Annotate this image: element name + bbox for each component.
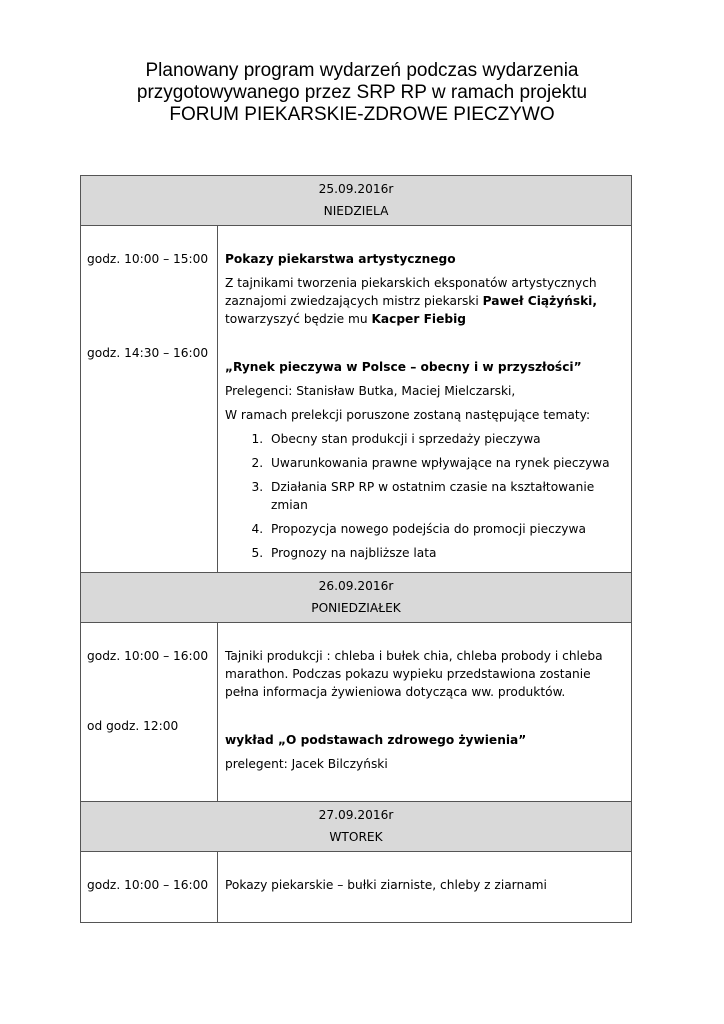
day-header-1	[81, 176, 632, 226]
day-header-3	[81, 802, 632, 852]
list-item: 1. Obecny stan produkcji i sprzedaży pieczywa	[267, 430, 627, 448]
event-time: od godz. 12:00	[87, 719, 179, 733]
day-date: 27.09.2016r	[318, 808, 394, 822]
event-column	[218, 852, 632, 923]
list-item: 4. Propozycja nowego podejścia do promocji pieczywa	[267, 520, 627, 538]
event-description: Tajniki produkcji : chleba i bułek chia, chleba probody i chleba marathon. Podczas pokazu wypieku przedstawiona zostanie pełna informacja żywieniowa dotycząca ww. produktów.	[225, 649, 603, 699]
event-speakers: prelegent: Jacek Bilczyński	[225, 757, 388, 771]
time-column	[81, 623, 218, 802]
event-heading: Pokazy piekarstwa artystycznego	[225, 252, 456, 266]
event-heading: „Rynek pieczywa w Polsce – obecny i w przyszłości”	[225, 360, 582, 374]
list-item: 2. Uwarunkowania prawne wpływające na rynek pieczywa	[267, 454, 627, 472]
event-time: godz. 14:30 – 16:00	[87, 346, 209, 360]
day-header-2	[81, 573, 632, 623]
schedule-table	[80, 175, 632, 923]
event-time: godz. 10:00 – 15:00	[87, 252, 209, 266]
event-column	[218, 623, 632, 802]
event-time: godz. 10:00 – 16:00	[87, 649, 209, 663]
day-body-3	[81, 852, 632, 923]
description-text: towarzyszyć będzie mu	[225, 312, 372, 326]
event-column	[218, 226, 632, 573]
day-date: 25.09.2016r	[318, 182, 394, 196]
day-weekday: NIEDZIELA	[323, 204, 389, 218]
person-name: Paweł Ciążyński,	[482, 294, 597, 308]
day-body-2	[81, 623, 632, 802]
day-date: 26.09.2016r	[318, 579, 394, 593]
title-line-1: Planowany program wydarzeń podczas wydarzenia	[145, 60, 579, 81]
title-line-3: FORUM PIEKARSKIE-ZDROWE PIECZYWO	[169, 104, 555, 125]
event-description	[225, 274, 627, 328]
event-description: Pokazy piekarskie – bułki ziarniste, chleby z ziarnami	[225, 878, 547, 892]
person-name: Kacper Fiebig	[371, 312, 466, 326]
list-item: 5. Prognozy na najbliższe lata	[267, 544, 627, 562]
topic-list	[225, 430, 627, 562]
event-speakers: Prelegenci: Stanisław Butka, Maciej Mielczarski,	[225, 384, 516, 398]
time-column	[81, 852, 218, 923]
event-heading: wykład „O podstawach zdrowego żywienia”	[225, 733, 527, 747]
title-line-2: przygotowywanego przez SRP RP w ramach projektu	[136, 82, 588, 103]
day-weekday: PONIEDZIAŁEK	[311, 601, 401, 615]
day-weekday: WTOREK	[329, 830, 383, 844]
description-text: Z tajnikami tworzenia piekarskich eksponatów artystycznych zaznajomi zwiedzających mistrz piekarski	[225, 276, 597, 308]
time-column	[81, 226, 218, 573]
day-body-1	[81, 226, 632, 573]
event-time: godz. 10:00 – 16:00	[87, 878, 209, 892]
event-intro: W ramach prelekcji poruszone zostaną następujące tematy:	[225, 408, 591, 422]
list-item: 3. Działania SRP RP w ostatnim czasie na kształtowanie zmian	[267, 478, 627, 514]
document-title	[0, 60, 724, 126]
